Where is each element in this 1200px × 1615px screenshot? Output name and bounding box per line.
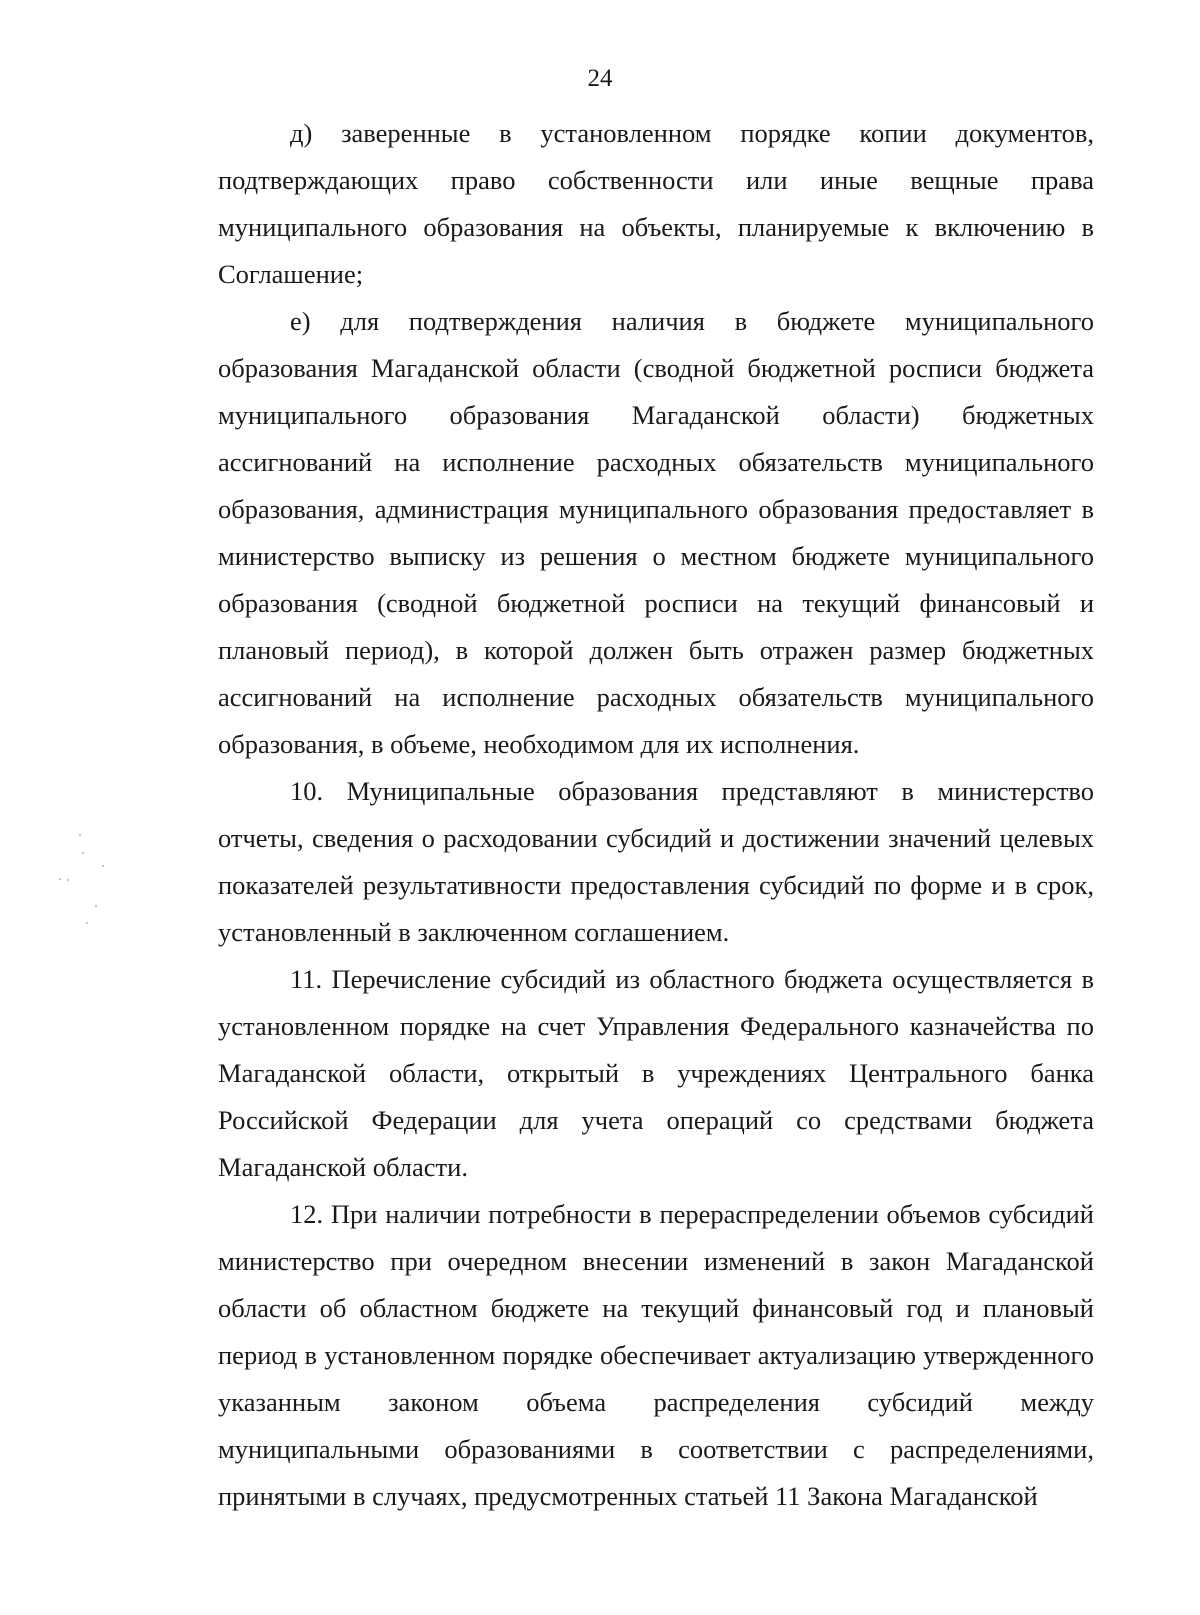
scan-speck (86, 922, 88, 924)
paragraph-11: 11. Перечисление субсидий из областного бюджета осуществляется в установленном порядке на счет Управления Федерального казначейства по Магаданской области, открытый в учреждениях Центрального банка Российской Федерации для учета операций со средствами бюджета Магаданской области. (218, 964, 1094, 1182)
scan-speck (82, 852, 84, 854)
paragraph-e: е) для подтверждения наличия в бюджете муниципального образования Магаданской области (сводной бюджетной росписи бюджета муниципального образования Магаданской области) бюджетных ассигнований на исполнение расходных обязательств муниципального образования, администрация муниципального образования предоставляет в министерство выписку из решения о местном бюджете муниципального образования (сводной бюджетной росписи на текущий финансовый и плановый период), в которой должен быть отражен размер бюджетных ассигнований на исполнение расходных обязательств муниципального образования, в объеме, необходимом для их исполнения. (218, 306, 1094, 759)
paragraph-12: 12. При наличии потребности в перераспределении объемов субсидий министерство при очередном внесении изменений в закон Магаданской области об областном бюджете на текущий финансовый год и плановый период в установленном порядке обеспечивает актуализацию утвержденного указанным законом объема распределения субсидий между муниципальными образованиями в соответствии с распределениями, принятыми в случаях, предусмотренных статьей 11 Закона Магаданской (218, 1199, 1094, 1511)
scan-specks (55, 830, 125, 940)
paragraph-d: д) заверенные в установленном порядке копии документов, подтверждающих право собственности или иные вещные права муниципального образования на объекты, планируемые к включению в Соглашение; (218, 118, 1094, 289)
scan-speck (102, 865, 104, 867)
scan-speck (59, 878, 61, 880)
scan-speck (79, 834, 81, 836)
document-body (218, 110, 1094, 1520)
scan-speck (95, 905, 97, 907)
page-number: 24 (587, 65, 613, 92)
scan-speck (67, 879, 69, 881)
paragraph-10: 10. Муниципальные образования представляют в министерство отчеты, сведения о расходовании субсидий и достижении значений целевых показателей результативности предоставления субсидий по форме и в срок, установленный в заключенном соглашением. (218, 776, 1094, 947)
